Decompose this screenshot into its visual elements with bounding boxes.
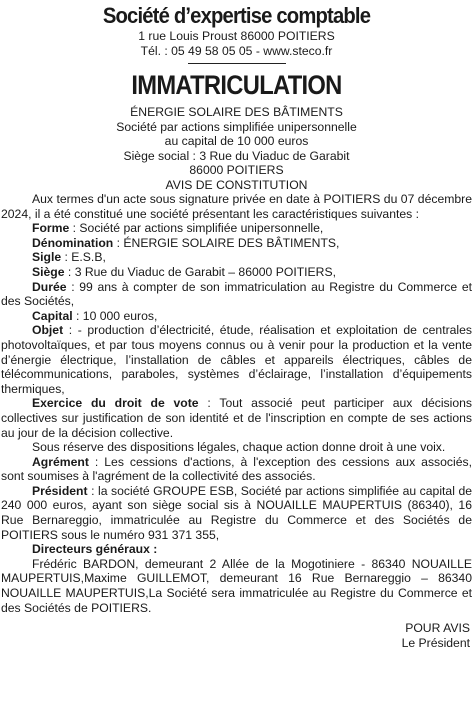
field-label: Agrément [32,454,89,469]
reserve-paragraph: Sous réserve des dispositions légales, chaque action donne droit à une voix. [32,440,446,455]
company-city: 86000 POITIERS [189,163,284,177]
field-label: Forme [32,221,70,236]
field-label-suffix: : [149,542,158,557]
firm-address: 1 rue Louis Proust 86000 POITIERS [138,29,335,43]
field-value: : E.S.B, [61,250,106,265]
field-value: : 10 000 euros, [72,308,158,323]
field-label: Dénomination [32,235,114,250]
field-label: Durée [32,279,67,294]
notice-body [1,192,472,615]
field-label: Objet [32,323,64,338]
field-agrement [1,455,472,484]
company-name: ÉNERGIE SOLAIRE DES BÂTIMENTS [130,105,343,119]
field-capital [1,309,472,324]
field-value: : - production d’électricité, étude, réalisation et exploitation de centrales photovoltaïques, et par tous moyens connus ou à venir pour la production et la vente d’énergie électrique, l’installation de câbles et appareils électriques, câbles de télécommunications, paraboles, systèmes d’éclairage, l’installation d’équipements thermiques, [1,323,472,396]
field-sigle [1,250,472,265]
signature-block [1,621,472,650]
field-value: : Société par actions simplifiée unipersonnelle, [69,221,324,236]
field-value: : 3 Rue du Viaduc de Garabit – 86000 POITIERS, [64,264,336,279]
field-directeurs [1,542,472,557]
firm-name: Société d’expertise comptable [102,3,371,28]
field-value: : 99 ans à compter de son immatriculation au Registre du Commerce et des Sociétés, [1,279,472,309]
field-label: Capital [32,308,73,323]
company-capital: au capital de 10 000 euros [164,134,309,148]
field-denomination [1,236,472,251]
field-value: : Les cessions d'actions, à l'exception des cessions aux associés, sont soumises à l'agrément de la collectivité des associés. [1,454,472,484]
company-block [1,105,472,192]
field-label: Sigle [32,250,62,265]
field-value: : la société GROUPE ESB, Société par actions simplifiée au capital de 240 000 euros, ayant son siège social sis à NOUAILLE MAUPERTUIS (86340), 16 Rue Bernareggio, immatriculée au Registre du Commerce et des Sociétés de POITIERS sous le numéro 931 371 355, [1,483,472,542]
company-form: Société par actions simplifiée unipersonnelle [116,119,357,134]
signer: Le Président [401,635,470,650]
field-label: Exercice du droit de vote [32,396,199,411]
intro-paragraph: Aux termes d'un acte sous signature privée en date à POITIERS du 07 décembre 2024, il a été constitué une société présentant les caractéristiques suivantes : [1,192,472,221]
separator-rule [188,63,286,64]
notice-title: IMMATRICULATION [131,70,342,100]
field-forme [1,221,472,236]
field-objet [1,323,472,396]
pour-avis: POUR AVIS [405,621,470,636]
field-value: : ÉNERGIE SOLAIRE DES BÂTIMENTS, [113,235,340,250]
field-vote [1,396,472,440]
field-siege [1,265,472,280]
field-president [1,484,472,542]
field-label: Président [32,483,88,498]
legal-notice [0,2,473,708]
firm-contact: Tél. : 05 49 58 05 05 - www.steco.fr [140,43,333,58]
field-label: Siège [32,264,65,279]
field-label: Directeurs généraux [32,542,150,557]
notice-type: AVIS DE CONSTITUTION [165,177,308,192]
field-duree [1,280,472,309]
directeurs-value: Frédéric BARDON, demeurant 2 Allée de la Mogotiniere - 86340 NOUAILLE MAUPERTUIS,Maxime GUILLEMOT, demeurant 16 Rue Bernareggio – 86340 NOUAILLE MAUPERTUIS,La Société sera immatriculée au Registre du Commerce et des Sociétés de POITIERS. [1,556,472,615]
company-seat: Siège social : 3 Rue du Viaduc de Garabit [123,148,350,163]
field-value: : Tout associé peut participer aux décisions collectives sur justification de son identité et de l'inscription en compte de ses actions au jour de la décision collective. [1,396,472,440]
